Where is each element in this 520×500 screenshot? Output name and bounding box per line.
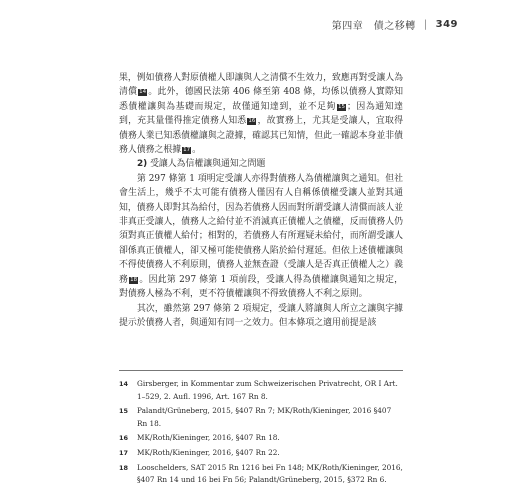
running-head <box>332 17 458 32</box>
paragraph <box>119 172 403 302</box>
section-number: 2) <box>137 159 148 170</box>
footnote-number: 16 <box>119 434 129 443</box>
header-separator: | <box>423 19 428 30</box>
footnote <box>119 447 403 460</box>
section-title: 受讓人為信權讓與通知之問題 <box>150 159 266 170</box>
text-run: 其次，雖然第 297 條第 2 項規定，受讓人將讓與人所立之讓與字據提示於債務人者，與通知有同一之效力。但本條項之適用前提是該 <box>119 303 403 328</box>
footnote-text: Girsberger, in Kommentar zum Schweizerischen Privatrecht, OR I Art. 1–529, 2. Aufl. 1996, Art. 167 Rn 8. <box>137 379 398 401</box>
footnote-text: Palandt/Grüneberg, 2015, §407 Rn 7; MK/Roth/Kieninger, 2016 §407 Rn 18. <box>137 406 392 428</box>
footnote-number: 18 <box>119 463 129 472</box>
chapter-title: 第四章 債之移轉 <box>331 21 416 32</box>
text-run: 。因此第 297 條第 1 項前段，受讓人得為債權讓與通知之規定，對債務人極為不利，更不符債權讓與不得致債務人不利之原則。 <box>119 274 403 300</box>
footnote <box>119 462 403 487</box>
footnote-reference: 18 <box>130 276 138 283</box>
footnotes <box>119 378 403 489</box>
paragraph <box>119 71 403 157</box>
body-text <box>119 71 403 330</box>
footnote-divider <box>119 370 403 371</box>
footnote-reference: 14 <box>139 89 147 96</box>
text-run: 果，例如債務人對原債權人即讓與人之清償不生效力，致應再對受讓人為清償 <box>119 73 403 98</box>
footnote <box>119 432 403 445</box>
text-run: ，故實務上，尤其是受讓人，宜取得債務人業已知悉債權讓與之證據，確認其已知情，但此一確認本身並非債務人債務之根據 <box>119 116 404 156</box>
paragraph <box>119 302 403 331</box>
footnote-reference: 15 <box>337 103 345 110</box>
text-run: 第 297 條第 1 項明定受讓人亦得對債務人為債權讓與之通知。但社會生活上，幾乎不太可能有債務人僅因有人自稱係債權受讓人並對其通知，債務人即對其為給付，因為若債務人因而對所謂受讓人清償而該人並非真正受讓人，債務人之給付並不消滅真正債權人之債權，反而債務人仍須對真正債權人給付；相對的，若債務人有所遲疑未給付，而所謂受讓人卻係真正債權人，卻又極可能使債務人陷於給付遲延。但依上述債權讓與不得使債務人不利原則，債務人並無查證（受讓人是否真正債權人之）義務 <box>119 173 403 285</box>
section-heading <box>119 157 403 171</box>
footnote-text: MK/Roth/Kieninger, 2016, §407 Rn 18. <box>137 433 280 443</box>
footnote-number: 15 <box>119 407 129 416</box>
footnote-text: MK/Roth/Kieninger, 2016, §407 Rn 22. <box>137 447 280 457</box>
footnote <box>119 405 403 430</box>
text-run: ；因為通知達到，充其量僅得推定債務人知悉 <box>119 101 404 127</box>
text-run: 。 <box>192 145 201 156</box>
footnote-reference: 17 <box>183 147 191 154</box>
text-run: 。此外，德國民法第 406 條至第 408 條，均係以債務人實際知悉債權讓與為基礎而規定，故僅通知達到，並不足夠 <box>119 87 404 112</box>
page-number: 349 <box>435 19 458 30</box>
footnote-text: Looschelders, SAT 2015 Rn 1216 bei Fn 148; MK/Roth/Kieninger, 2016, §407 Rn 14 und 16 bei Fn 56; Palandt/Grüneberg, 2015, §372 Rn 6. <box>137 462 403 485</box>
footnote-number: 17 <box>119 448 129 457</box>
footnote-number: 14 <box>119 380 129 388</box>
footnote <box>119 378 403 403</box>
footnote-reference: 16 <box>248 118 256 125</box>
